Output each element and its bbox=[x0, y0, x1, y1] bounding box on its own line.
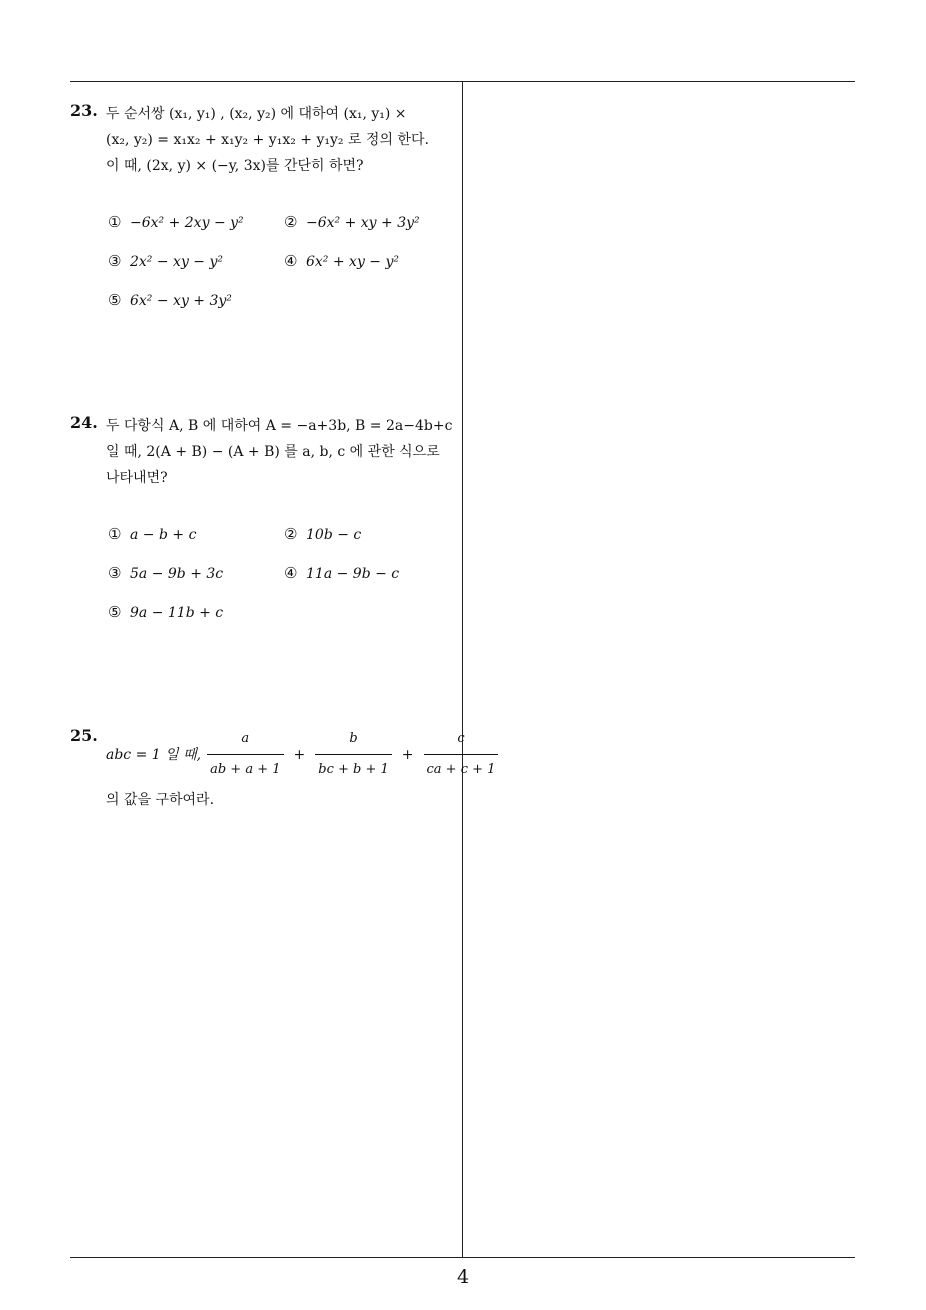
problem-number: 23. bbox=[70, 101, 98, 120]
choice-1[interactable] bbox=[108, 525, 196, 543]
choice-text: −6x² + 2xy − y² bbox=[130, 215, 244, 231]
choice-marker: ③ bbox=[108, 252, 122, 270]
numerator: a bbox=[241, 731, 250, 746]
choice-text: −6x² + xy + 3y² bbox=[306, 215, 420, 231]
choice-5[interactable] bbox=[108, 603, 223, 621]
statement-line: (x₂, y₂) = x₁x₂ + x₁y₂ + y₁x₂ + y₁y₂ 로 정의 한다. bbox=[106, 132, 429, 148]
choice-5[interactable] bbox=[108, 291, 232, 309]
choice-4[interactable] bbox=[284, 252, 399, 270]
statement-line: 일 때, 2(A + B) − (A + B) 를 a, b, c 에 관한 식으로 bbox=[106, 444, 440, 460]
choice-text: a − b + c bbox=[130, 527, 197, 543]
choice-text: 11a − 9b − c bbox=[306, 566, 400, 582]
expression-line bbox=[106, 726, 496, 783]
choice-marker: ④ bbox=[284, 252, 298, 270]
plus-sign: + bbox=[293, 746, 306, 763]
choice-1[interactable] bbox=[108, 213, 244, 231]
choice-4[interactable] bbox=[284, 564, 399, 582]
problem-statement bbox=[106, 413, 456, 491]
choice-text: 6x² + xy − y² bbox=[306, 254, 400, 270]
denominator: ca + c + 1 bbox=[424, 754, 499, 783]
choice-marker: ④ bbox=[284, 564, 298, 582]
choice-2[interactable] bbox=[284, 525, 361, 543]
problem-24 bbox=[70, 413, 456, 621]
problem-23 bbox=[70, 101, 456, 309]
choice-text: 6x² − xy + 3y² bbox=[130, 293, 232, 309]
choice-text: 10b − c bbox=[306, 527, 362, 543]
numerator: b bbox=[349, 731, 358, 746]
choice-text: 2x² − xy − y² bbox=[130, 254, 224, 270]
choice-marker: ⑤ bbox=[108, 291, 122, 309]
statement-line: 의 값을 구하여라. bbox=[106, 792, 215, 808]
choice-3[interactable] bbox=[108, 252, 223, 270]
expression-lead: abc = 1 일 때, bbox=[106, 746, 202, 763]
choice-marker: ⑤ bbox=[108, 603, 122, 621]
bottom-rule bbox=[70, 1257, 855, 1258]
numerator: c bbox=[457, 731, 465, 746]
choice-text: 5a − 9b + 3c bbox=[130, 566, 224, 582]
page-number: 4 bbox=[456, 1266, 470, 1288]
plus-sign: + bbox=[401, 746, 414, 763]
denominator: bc + b + 1 bbox=[315, 754, 392, 783]
column-divider bbox=[462, 82, 463, 1258]
problem-number: 24. bbox=[70, 413, 98, 432]
choice-text: 9a − 11b + c bbox=[130, 605, 224, 621]
statement-line: 두 다항식 A, B 에 대하여 A = −a+3b, B = 2a−4b+c bbox=[106, 418, 453, 434]
fraction bbox=[207, 726, 283, 783]
problem-25 bbox=[70, 726, 496, 813]
problem-statement bbox=[106, 726, 496, 813]
statement-line: 이 때, (2x, y) × (−y, 3x)를 간단히 하면? bbox=[106, 158, 364, 174]
choice-marker: ③ bbox=[108, 564, 122, 582]
problem-number: 25. bbox=[70, 726, 98, 745]
statement-line: 두 순서쌍 (x₁, y₁) , (x₂, y₂) 에 대하여 (x₁, y₁) × bbox=[106, 106, 407, 122]
choice-marker: ② bbox=[284, 525, 298, 543]
problem-statement bbox=[106, 101, 456, 179]
fraction bbox=[424, 726, 499, 783]
statement-line: 나타내면? bbox=[106, 470, 168, 486]
fraction bbox=[315, 726, 392, 783]
choice-marker: ① bbox=[108, 525, 122, 543]
choice-3[interactable] bbox=[108, 564, 223, 582]
choice-marker: ① bbox=[108, 213, 122, 231]
choice-marker: ② bbox=[284, 213, 298, 231]
choice-2[interactable] bbox=[284, 213, 420, 231]
denominator: ab + a + 1 bbox=[207, 754, 283, 783]
